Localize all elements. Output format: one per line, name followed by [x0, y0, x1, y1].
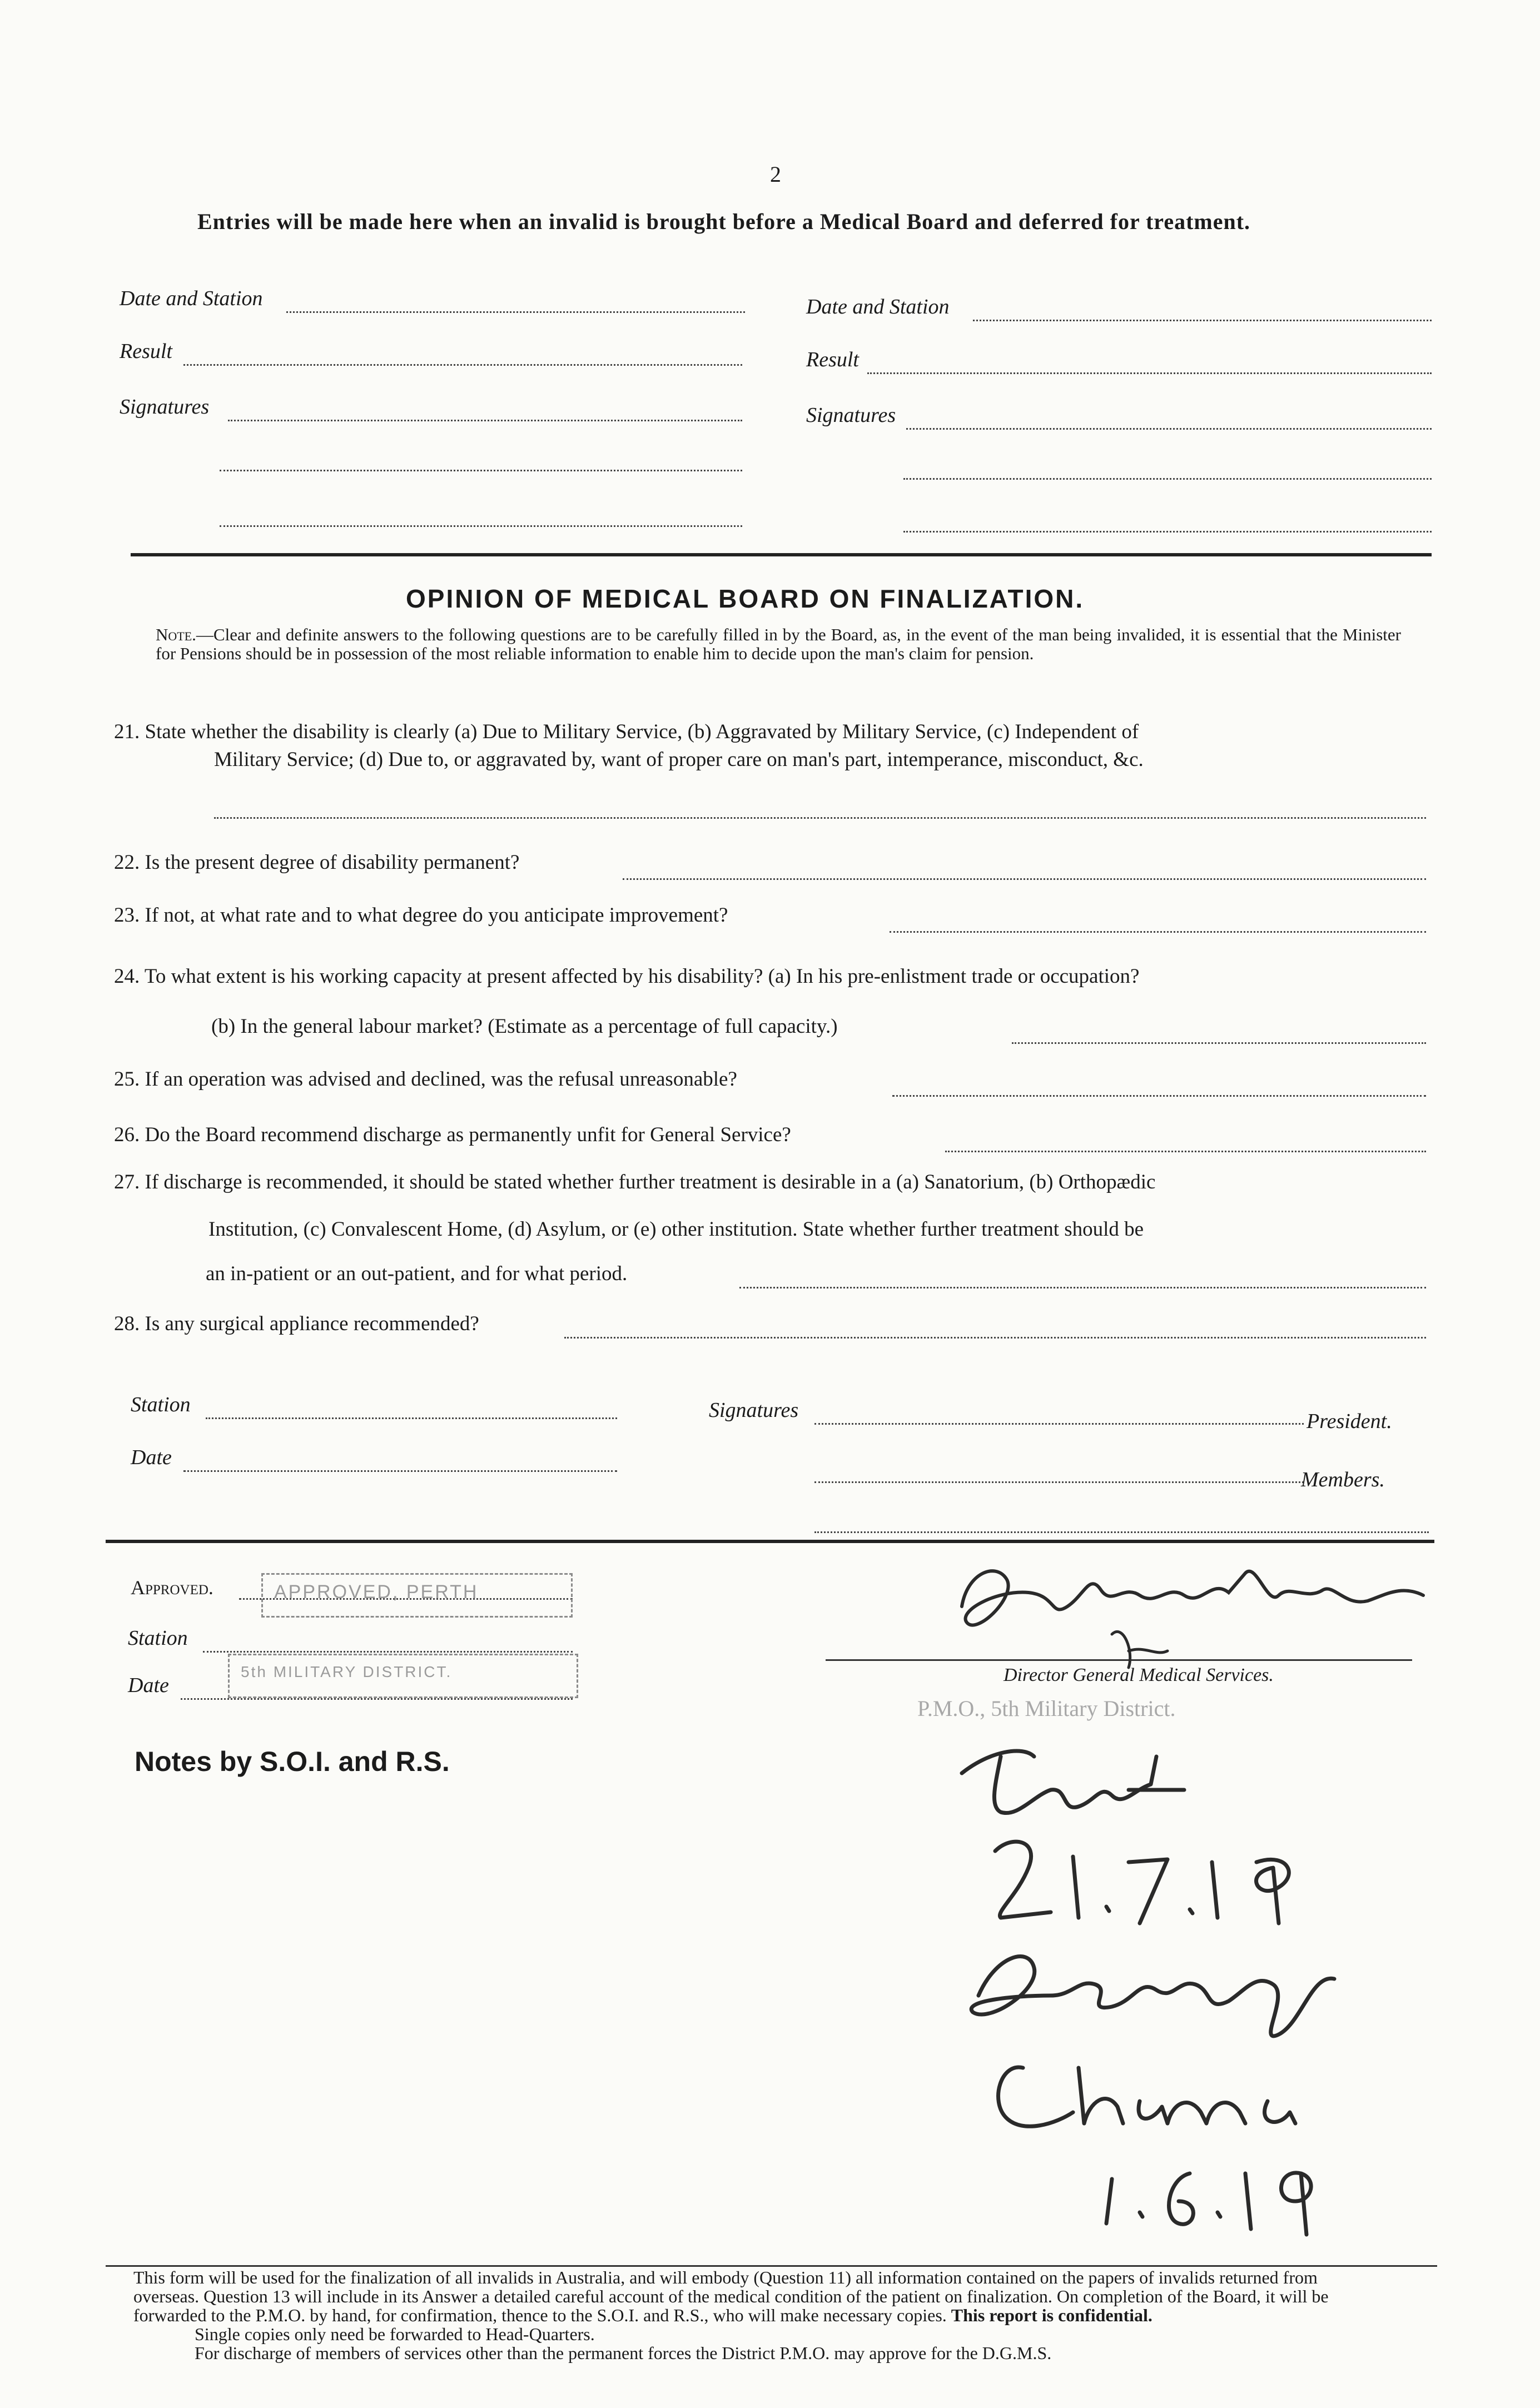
- question-28-answer-field[interactable]: [564, 1337, 1426, 1339]
- question-26-answer-field[interactable]: [945, 1151, 1426, 1152]
- notes-heading: Notes by S.O.I. and R.S.: [135, 1746, 450, 1777]
- deferred-treatment-instruction: Entries will be made here when an invalid is brought before a Medical Board and deferred for treatment.: [197, 209, 1251, 234]
- approval-date-field[interactable]: [181, 1698, 573, 1700]
- question-28: 28. Is any surgical appliance recommended?: [114, 1312, 479, 1335]
- question-23-answer-field[interactable]: [890, 931, 1426, 933]
- right-date-station-field[interactable]: [973, 320, 1432, 321]
- president-signature-field[interactable]: [814, 1423, 1304, 1425]
- question-24-line-2: (b) In the general labour market? (Estimate as a percentage of full capacity.): [211, 1015, 838, 1038]
- member-signature-field-1[interactable]: [814, 1481, 1304, 1483]
- approval-date-label: Date: [128, 1674, 169, 1697]
- right-result-field[interactable]: [867, 372, 1432, 374]
- left-signature-line-2[interactable]: [220, 470, 742, 471]
- confidential-notice: This report is confidential.: [951, 2305, 1152, 2325]
- director-general-label: Director General Medical Services.: [1004, 1665, 1274, 1685]
- question-27-line-3: an in-patient or an out-patient, and for what period.: [206, 1262, 628, 1285]
- footer-instructions: [133, 2268, 1368, 2362]
- question-21-line-1: 21. State whether the disability is clearly (a) Due to Military Service, (b) Aggravated by Military Service, (c) Independent of: [114, 720, 1139, 743]
- section-title: OPINION OF MEDICAL BOARD ON FINALIZATION.: [406, 584, 1085, 613]
- question-27-line-1: 27. If discharge is recommended, it should be stated whether further treatment is desirable in a (a) Sanatorium, (b) Orthopædic: [114, 1171, 1156, 1193]
- question-27-answer-field[interactable]: [739, 1287, 1426, 1288]
- approved-perth-stamp: APPROVED, PERTH: [261, 1573, 573, 1618]
- board-station-field[interactable]: [206, 1417, 617, 1419]
- question-21-line-2: Military Service; (d) Due to, or aggravated by, want of proper care on man's part, intemperance, misconduct, &c.: [214, 748, 1144, 771]
- note-prefix: Note.: [156, 625, 196, 644]
- right-signature-line-2[interactable]: [903, 478, 1432, 480]
- left-result-field[interactable]: [183, 364, 742, 366]
- right-date-station-label: Date and Station: [806, 295, 950, 319]
- director-signature: [945, 1540, 1434, 1673]
- left-date-station-label: Date and Station: [120, 287, 263, 310]
- left-result-label: Result: [120, 340, 172, 363]
- approval-station-label: Station: [128, 1626, 188, 1650]
- footer-paragraph-3: For discharge of members of services other than the permanent forces the District P.M.O. may approve for the D.G.M.S.: [195, 2343, 1052, 2363]
- left-signatures-label: Signatures: [120, 395, 210, 419]
- right-result-label: Result: [806, 348, 859, 371]
- members-label: Members.: [1301, 1468, 1385, 1491]
- board-date-field[interactable]: [183, 1470, 617, 1472]
- handwritten-notes: [945, 1734, 1501, 2246]
- pmo-stamp: P.M.O., 5th Military District.: [917, 1696, 1176, 1721]
- board-signatures-label: Signatures: [709, 1399, 799, 1422]
- question-21-answer-field[interactable]: [214, 817, 1426, 819]
- left-signature-line-3[interactable]: [220, 525, 742, 527]
- board-date-label: Date: [131, 1446, 172, 1469]
- board-station-label: Station: [131, 1393, 191, 1416]
- question-27-line-2: Institution, (c) Convalescent Home, (d) Asylum, or (e) other institution. State whether further treatment should be: [208, 1218, 1144, 1241]
- question-24-answer-field[interactable]: [1012, 1042, 1426, 1044]
- question-26: 26. Do the Board recommend discharge as permanently unfit for General Service?: [114, 1123, 791, 1146]
- member-signature-field-2[interactable]: [814, 1531, 1429, 1533]
- president-label: President.: [1306, 1410, 1392, 1433]
- footer-divider: [106, 2265, 1437, 2267]
- question-22: 22. Is the present degree of disability permanent?: [114, 851, 520, 874]
- question-25: 25. If an operation was advised and declined, was the refusal unreasonable?: [114, 1068, 737, 1091]
- approval-station-field[interactable]: [203, 1651, 573, 1653]
- approved-label: Approved.: [131, 1576, 213, 1599]
- left-date-station-field[interactable]: [286, 311, 745, 313]
- page-number: 2: [770, 162, 781, 187]
- question-24-line-1: 24. To what extent is his working capacity at present affected by his disability? (a) In his pre-enlistment trade or occupation?: [114, 965, 1140, 988]
- question-23: 23. If not, at what rate and to what degree do you anticipate improvement?: [114, 904, 728, 927]
- left-signature-line-1[interactable]: [228, 420, 742, 421]
- footer-paragraph-2: Single copies only need be forwarded to Head-Quarters.: [195, 2324, 595, 2344]
- right-signature-line-3[interactable]: [903, 531, 1432, 533]
- note-text: —Clear and definite answers to the following questions are to be carefully filled in by the Board, as, in the event of the man being invalided, it is essential that the Minister for Pensions should be in possession of the most reliable information to enable him to decide upon the man's claim for pension.: [156, 625, 1401, 663]
- right-signatures-label: Signatures: [806, 404, 896, 427]
- question-25-answer-field[interactable]: [892, 1095, 1426, 1097]
- footer-paragraph-1: This form will be used for the finalization of all invalids in Australia, and will embody (Question 11) all information contained on the papers of invalids returned from overseas. Question 13 will include in its Answer a detailed careful account of the medical condition of the patient on finalization. On completion of the Board, it will be forwarded to the P.M.O. by hand, for confirmation, thence to the S.O.I. and R.S., who will make necessary copies. This report is confidential.: [133, 2267, 1329, 2325]
- board-note: [156, 625, 1401, 663]
- question-22-answer-field[interactable]: [623, 878, 1426, 880]
- military-district-stamp: 5th MILITARY DISTRICT.: [228, 1654, 578, 1698]
- right-signature-line-1[interactable]: [906, 428, 1432, 430]
- section-divider: [131, 553, 1432, 556]
